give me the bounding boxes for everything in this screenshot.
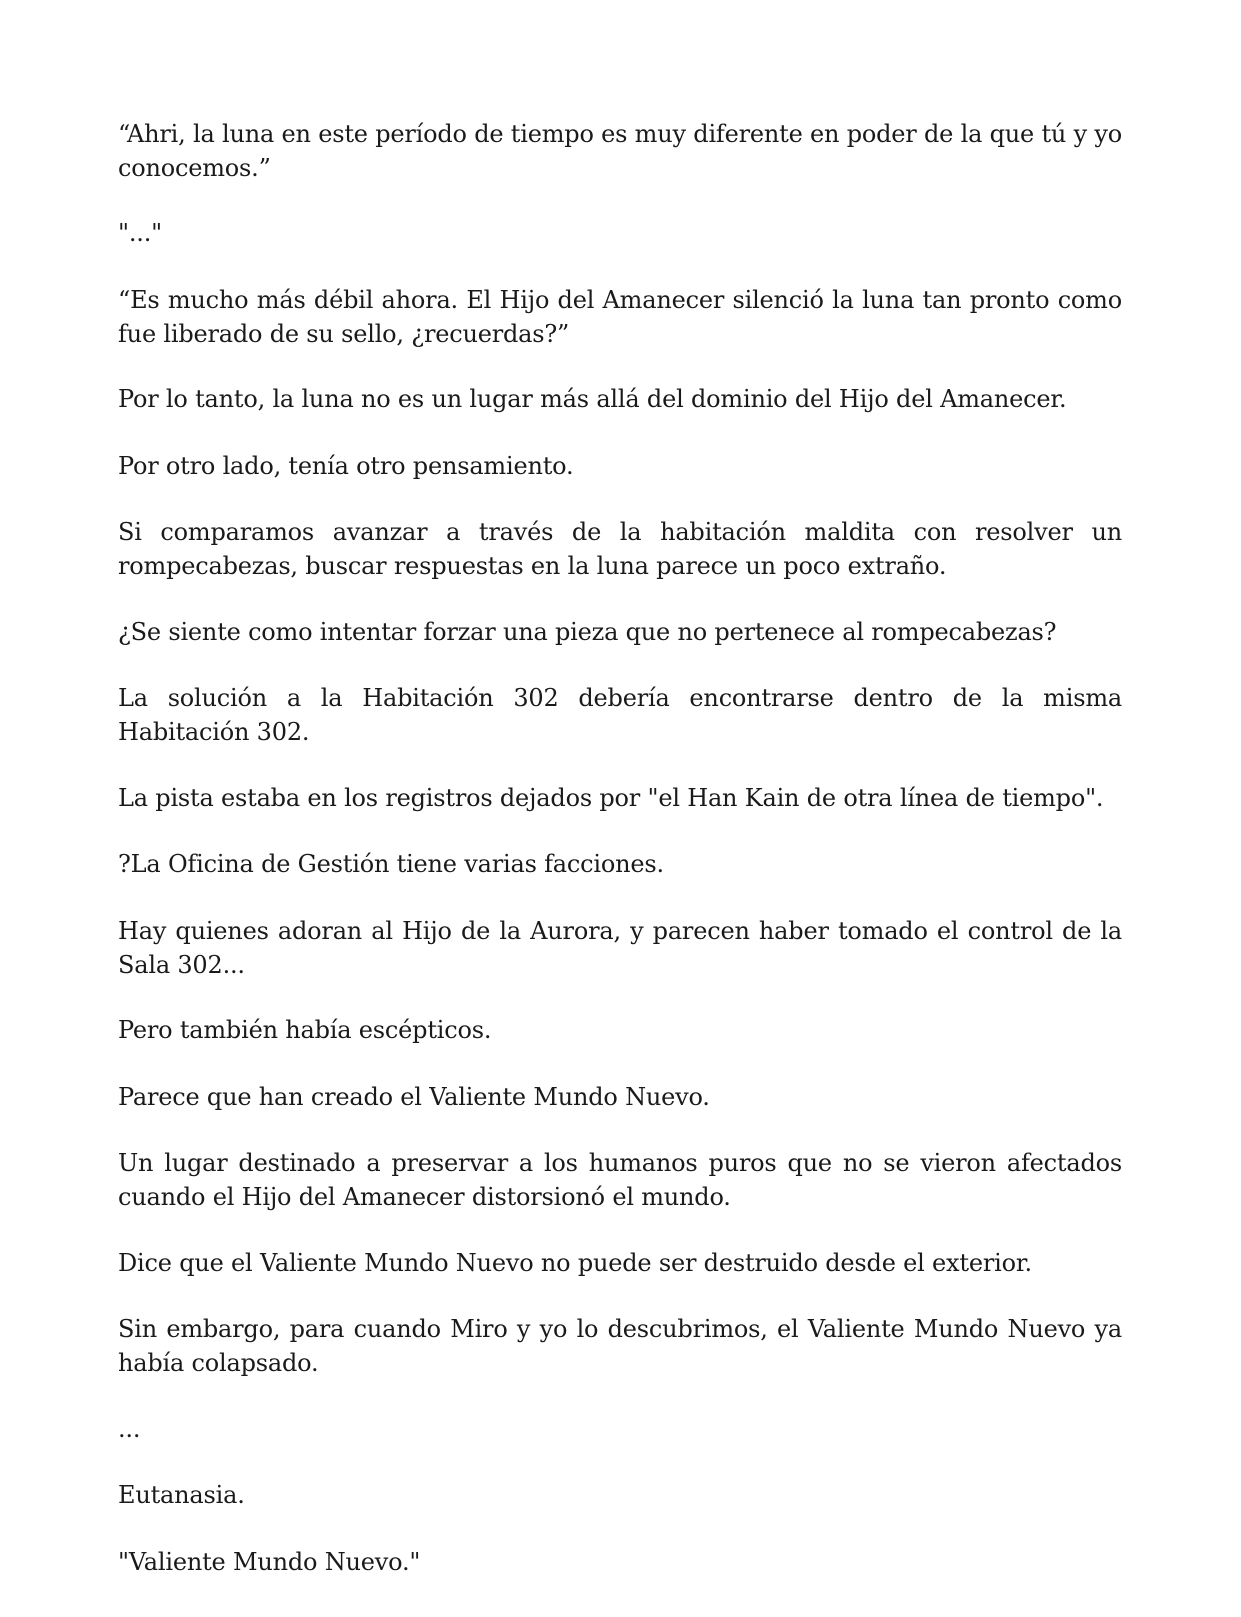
paragraph-2: "..." [118, 219, 162, 247]
paragraph-5: Por otro lado, tenía otro pensamiento. [118, 452, 574, 480]
paragraph-19: "Valiente Mundo Nuevo." [118, 1548, 421, 1576]
paragraph-3: “Es mucho más débil ahora. El Hijo del Amanecer silenció la luna tan pronto como fue liberado de su sello, ¿recuerdas?” [118, 286, 1122, 348]
paragraph-18: Eutanasia. [118, 1481, 245, 1509]
paragraph-9: La pista estaba en los registros dejados por "el Han Kain de otra línea de tiempo". [118, 784, 1104, 812]
paragraph-6: Si comparamos avanzar a través de la habitación maldita con resolver un rompecabezas, buscar respuestas en la luna parece un poco extraño. [118, 518, 1122, 580]
paragraph-15: Dice que el Valiente Mundo Nuevo no puede ser destruido desde el exterior. [118, 1249, 1032, 1277]
paragraph-14: Un lugar destinado a preservar a los humanos puros que no se vieron afectados cuando el Hijo del Amanecer distorsionó el mundo. [118, 1149, 1122, 1211]
paragraph-12: Pero también había escépticos. [118, 1016, 492, 1044]
paragraph-8: La solución a la Habitación 302 debería encontrarse dentro de la misma Habitación 302. [118, 684, 1122, 746]
paragraph-11: Hay quienes adoran al Hijo de la Aurora, y parecen haber tomado el control de la Sala 302... [118, 917, 1122, 979]
paragraph-7: ¿Se siente como intentar forzar una pieza que no pertenece al rompecabezas? [118, 618, 1057, 646]
paragraph-16: Sin embargo, para cuando Miro y yo lo descubrimos, el Valiente Mundo Nuevo ya había colapsado. [118, 1315, 1122, 1377]
paragraph-10: ?La Oficina de Gestión tiene varias facciones. [118, 850, 664, 878]
paragraph-13: Parece que han creado el Valiente Mundo Nuevo. [118, 1083, 710, 1111]
paragraph-1: “Ahri, la luna en este período de tiempo es muy diferente en poder de la que tú y yo conocemos.” [118, 120, 1122, 182]
paragraph-17: ... [118, 1415, 141, 1443]
paragraph-4: Por lo tanto, la luna no es un lugar más allá del dominio del Hijo del Amanecer. [118, 385, 1067, 413]
